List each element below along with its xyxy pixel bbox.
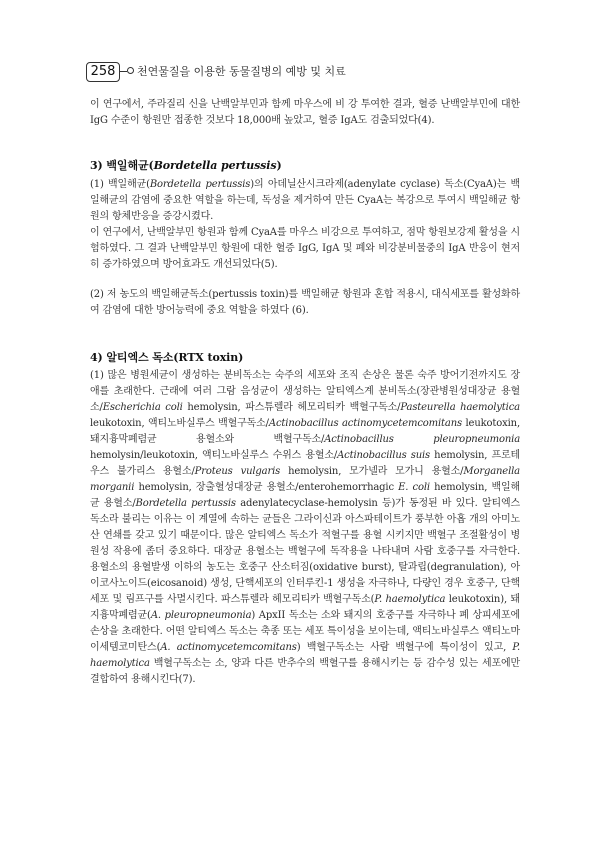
text-run: (2) 저 농도의 백일해균독소(pertussis toxin)를 백일해균 항원과 혼합 적용시, 대식세포를 활성화하여 감염에 대한 방어능력에 중요 역할을 하였다 (6).: [90, 289, 520, 316]
text-run: )의 아데닐산시크라제(adenylate cyclase) 독소(CyaA)는 백일해균의 감염에 중요한 역할을 하는데, 독성을 제거하여 만든 CyaA는 복강으로 투여시 백일해균 항원의 항체반응을 증강시켰다.: [90, 179, 520, 222]
paragraph-cyaa-study: [90, 225, 520, 273]
italic-term: Pasteurella haemolytica: [400, 402, 520, 413]
text-run: ): [276, 159, 282, 172]
text-run: (1) 많은 병원세균이 생성하는 분비독소는 숙주의 세포와 조직 손상은 물론 숙주 방어기전까지도 장애를 초래한다. 근래에 여러 그람 음성균이 생성하는 알티엑스계 분비독소(장관병원성대장균 용혈소/: [90, 370, 520, 413]
text-run: 3) 백일해균(: [90, 159, 154, 172]
text-run: 이 연구에서, 난백알부민 항원과 함께 CyaA를 마우스 비강으로 투여하고, 점막 항원보강제 활성을 시험하였다. 그 결과 난백알부민 항원에 대한 혈증 IgG, IgA 및 폐와 비강분비물중의 IgA 반응이 현저히 증가하였으며 방어효과도 개선되었다(5).: [90, 227, 520, 270]
text-run: 4) 알티엑스 독소(RTX toxin): [90, 351, 244, 364]
section-heading-rtx: [90, 350, 520, 366]
italic-term: P. haemolytica: [374, 594, 446, 605]
italic-term: A. actinomycetemcomitans: [160, 642, 297, 653]
italic-term: Proteus vulgaris: [194, 466, 281, 477]
paragraph-intro: [90, 97, 520, 129]
text-run: ) ApxII 독소는 소와 돼지의 호중구를 자극하나 폐 상피세포에 손상을 초래한다. 어떤 알티엑스 독소는 축종 또는 세포 특이성을 보이는데, 액티노바실루스 액티노마이세템코미탄스(: [90, 610, 520, 653]
italic-term: Actinobacillus pleuropneumonia: [324, 434, 521, 445]
italic-term: A. pleuropneumonia: [150, 610, 252, 621]
text-run: leukotoxin, 돼지흉막폐렴균 용혈소와 백혈구독소/: [90, 418, 520, 445]
text-run: hemolysin, 모가넬라 모가니 용혈소/: [280, 466, 464, 477]
text-run: (1) 백일해균(: [90, 179, 150, 190]
italic-term: Bordetella pertussis: [149, 179, 251, 190]
italic-term: Actinobacillus actinomycetemcomitans: [268, 418, 462, 429]
page-header: [86, 62, 526, 84]
running-title: 천연물질을 이용한 동물질병의 예방 및 치료: [137, 65, 346, 78]
header-connector-line: [120, 71, 127, 72]
paragraph-rtx-toxins: [90, 368, 520, 688]
italic-term: P. haemolytica: [90, 642, 520, 669]
italic-term: Bordetella pertussis: [135, 498, 236, 509]
text-run: ) 백혈구독소는 사람 백혈구에 특이성이 있고,: [296, 642, 513, 653]
text-run: hemolysin, 장출혈성대장균 용혈소/enterohemorrhagic: [134, 482, 399, 493]
header-circle-icon: [127, 67, 134, 74]
text-run: leukotoxin, 액티노바실루스 백혈구독소/: [90, 418, 269, 429]
italic-term: Escherichia coli: [102, 402, 183, 413]
body-text: [90, 97, 520, 688]
italic-term: Bordetella pertussis: [153, 159, 277, 172]
text-run: hemolysin, 프로테우스 불가리스 용혈소/: [90, 450, 520, 477]
page-number: 258: [86, 62, 120, 82]
paragraph-pertussis-toxin: [90, 287, 520, 319]
text-run: hemolysin/leukotoxin, 액티노바실루스 수위스 용혈소/: [90, 450, 338, 461]
italic-term: Actinobacillus suis: [337, 450, 431, 461]
text-run: 백혈구독소는 소, 양과 다른 반추수의 백혈구를 용해시키는 등 감수성 있는 세포에만 결합하여 용해시킨다(7).: [90, 658, 520, 685]
text-run: leukotoxin), 돼지흉막폐렴균(: [90, 594, 520, 621]
italic-term: Morganella morganii: [90, 466, 520, 493]
text-run: adenylatecyclase-hemolysin 등)가 동정된 바 있다. 알티엑스 독소라 불리는 이유는 이 계열에 속하는 균들은 그라이신과 아스파테이트가 풍부한 아홉 개의 아미노산 연쇄를 갖고 있기 때문이다. 많은 알티엑스 독소가 적혈구를 용혈 시키지만 백혈구 조절활성이 병원성 작용에 좀더 중요하다. 대장균 용혈소는 백혈구에 독작용을 나타내며 사람 호중구를 자극한다. 용혈소의 용혈발생 이하의 농도는 호중구 산소터짐(oxidative burst), 탈과립(degranulation), 아이코사노이드(eicosanoid) 생성, 단핵세포의 인터루킨-1 생성을 자극하나, 다량인 경우 호중구, 단핵세포 및 림프구를 사멸시킨다. 파스튜렐라 헤모리티카 백혈구독소(: [90, 498, 520, 605]
text-run: 이 연구에서, 주라질리 신을 난백알부민과 함께 마우스에 비 강 투여한 결과, 혈증 난백알부민에 대한 IgG 수준이 항원만 접종한 것보다 18,000배 높았고, 혈증 IgA도 검출되었다(4).: [90, 99, 520, 126]
text-run: hemolysin, 백일해균 용혈소/: [90, 482, 520, 509]
text-run: hemolysin, 파스튜렐라 헤모리티카 백혈구독소/: [182, 402, 401, 413]
paragraph-cyaa: [90, 177, 520, 225]
section-heading-bordetella: [90, 158, 520, 174]
italic-term: E. coli: [398, 482, 430, 493]
